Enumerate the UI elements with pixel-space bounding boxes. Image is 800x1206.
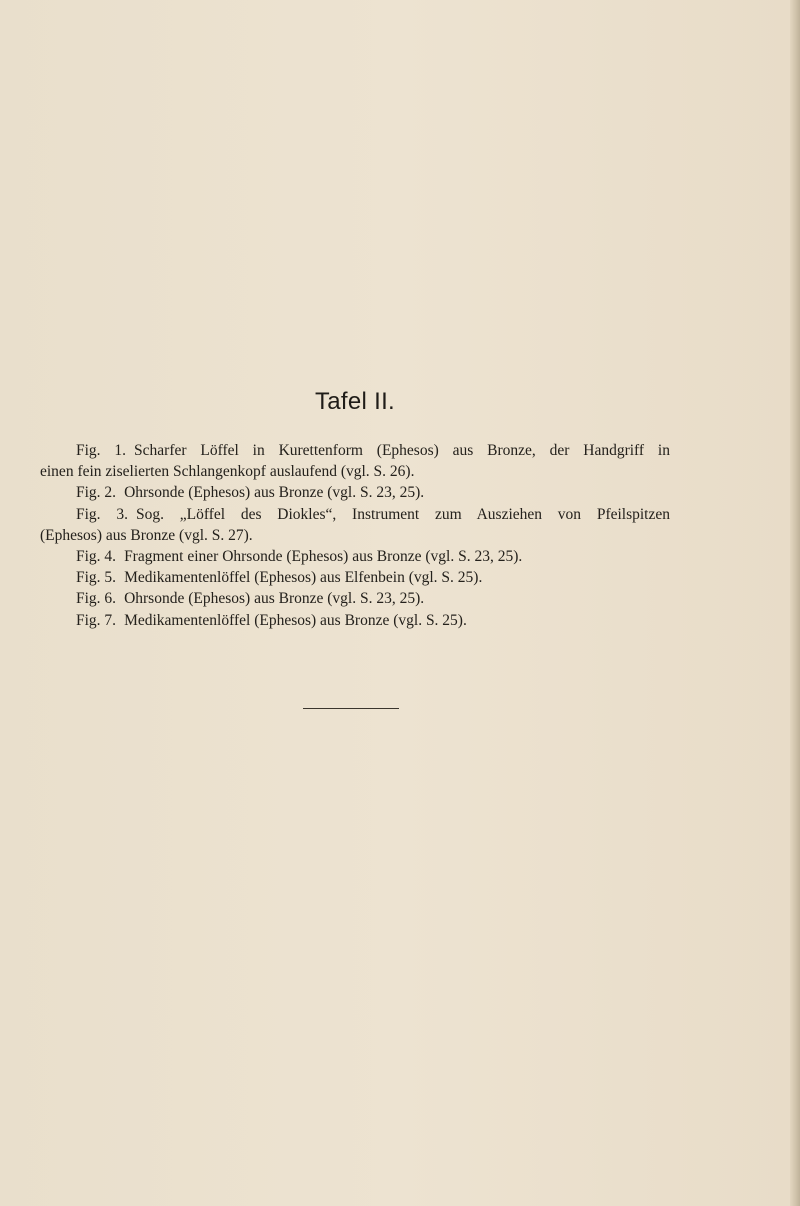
- fig-number: Fig. 6.: [76, 590, 117, 608]
- caption-fig-1-continuation: einen fein ziselierten Schlangenkopf auslaufend (vgl. S. 26).: [40, 463, 415, 481]
- closing-rule: [303, 708, 399, 709]
- caption-list: [40, 440, 670, 631]
- caption-text: Scharfer Löffel in Kurettenform (Ephesos) aus Bronze, der Handgriff in: [134, 442, 670, 459]
- caption-text: Sog. „Löffel des Diokles“, Instrument zum Ausziehen von Pfeilspitzen: [135, 505, 670, 523]
- fig-number: Fig. 1.: [76, 442, 127, 459]
- caption-fig-7: [40, 610, 670, 631]
- caption-fig-6: [40, 588, 670, 609]
- caption-fig-5: [40, 567, 670, 588]
- fig-number: Fig. 5.: [76, 569, 117, 587]
- fig-number: Fig. 2.: [76, 484, 117, 502]
- caption-fig-4: [40, 546, 670, 567]
- caption-text: Ohrsonde (Ephesos) aus Bronze (vgl. S. 23, 25).: [124, 590, 425, 608]
- caption-fig-1: [40, 440, 670, 461]
- fig-number: Fig. 4.: [76, 548, 117, 566]
- caption-fig-3: [40, 504, 670, 525]
- caption-text: Ohrsonde (Ephesos) aus Bronze (vgl. S. 23, 25).: [124, 484, 425, 502]
- caption-text: Fragment einer Ohrsonde (Ephesos) aus Bronze (vgl. S. 23, 25).: [124, 548, 523, 566]
- caption-fig-3-continuation: (Ephesos) aus Bronze (vgl. S. 27).: [40, 526, 253, 544]
- plate-title: Tafel II.: [314, 388, 396, 415]
- caption-fig-2: [40, 482, 670, 503]
- fig-number: Fig. 7.: [76, 611, 117, 629]
- fig-number: Fig. 3.: [76, 505, 128, 523]
- caption-text: Medikamentenlöffel (Ephesos) aus Bronze (vgl. S. 25).: [124, 611, 467, 629]
- page-edge-shadow: [790, 0, 800, 1206]
- caption-text: Medikamentenlöffel (Ephesos) aus Elfenbein (vgl. S. 25).: [124, 569, 483, 587]
